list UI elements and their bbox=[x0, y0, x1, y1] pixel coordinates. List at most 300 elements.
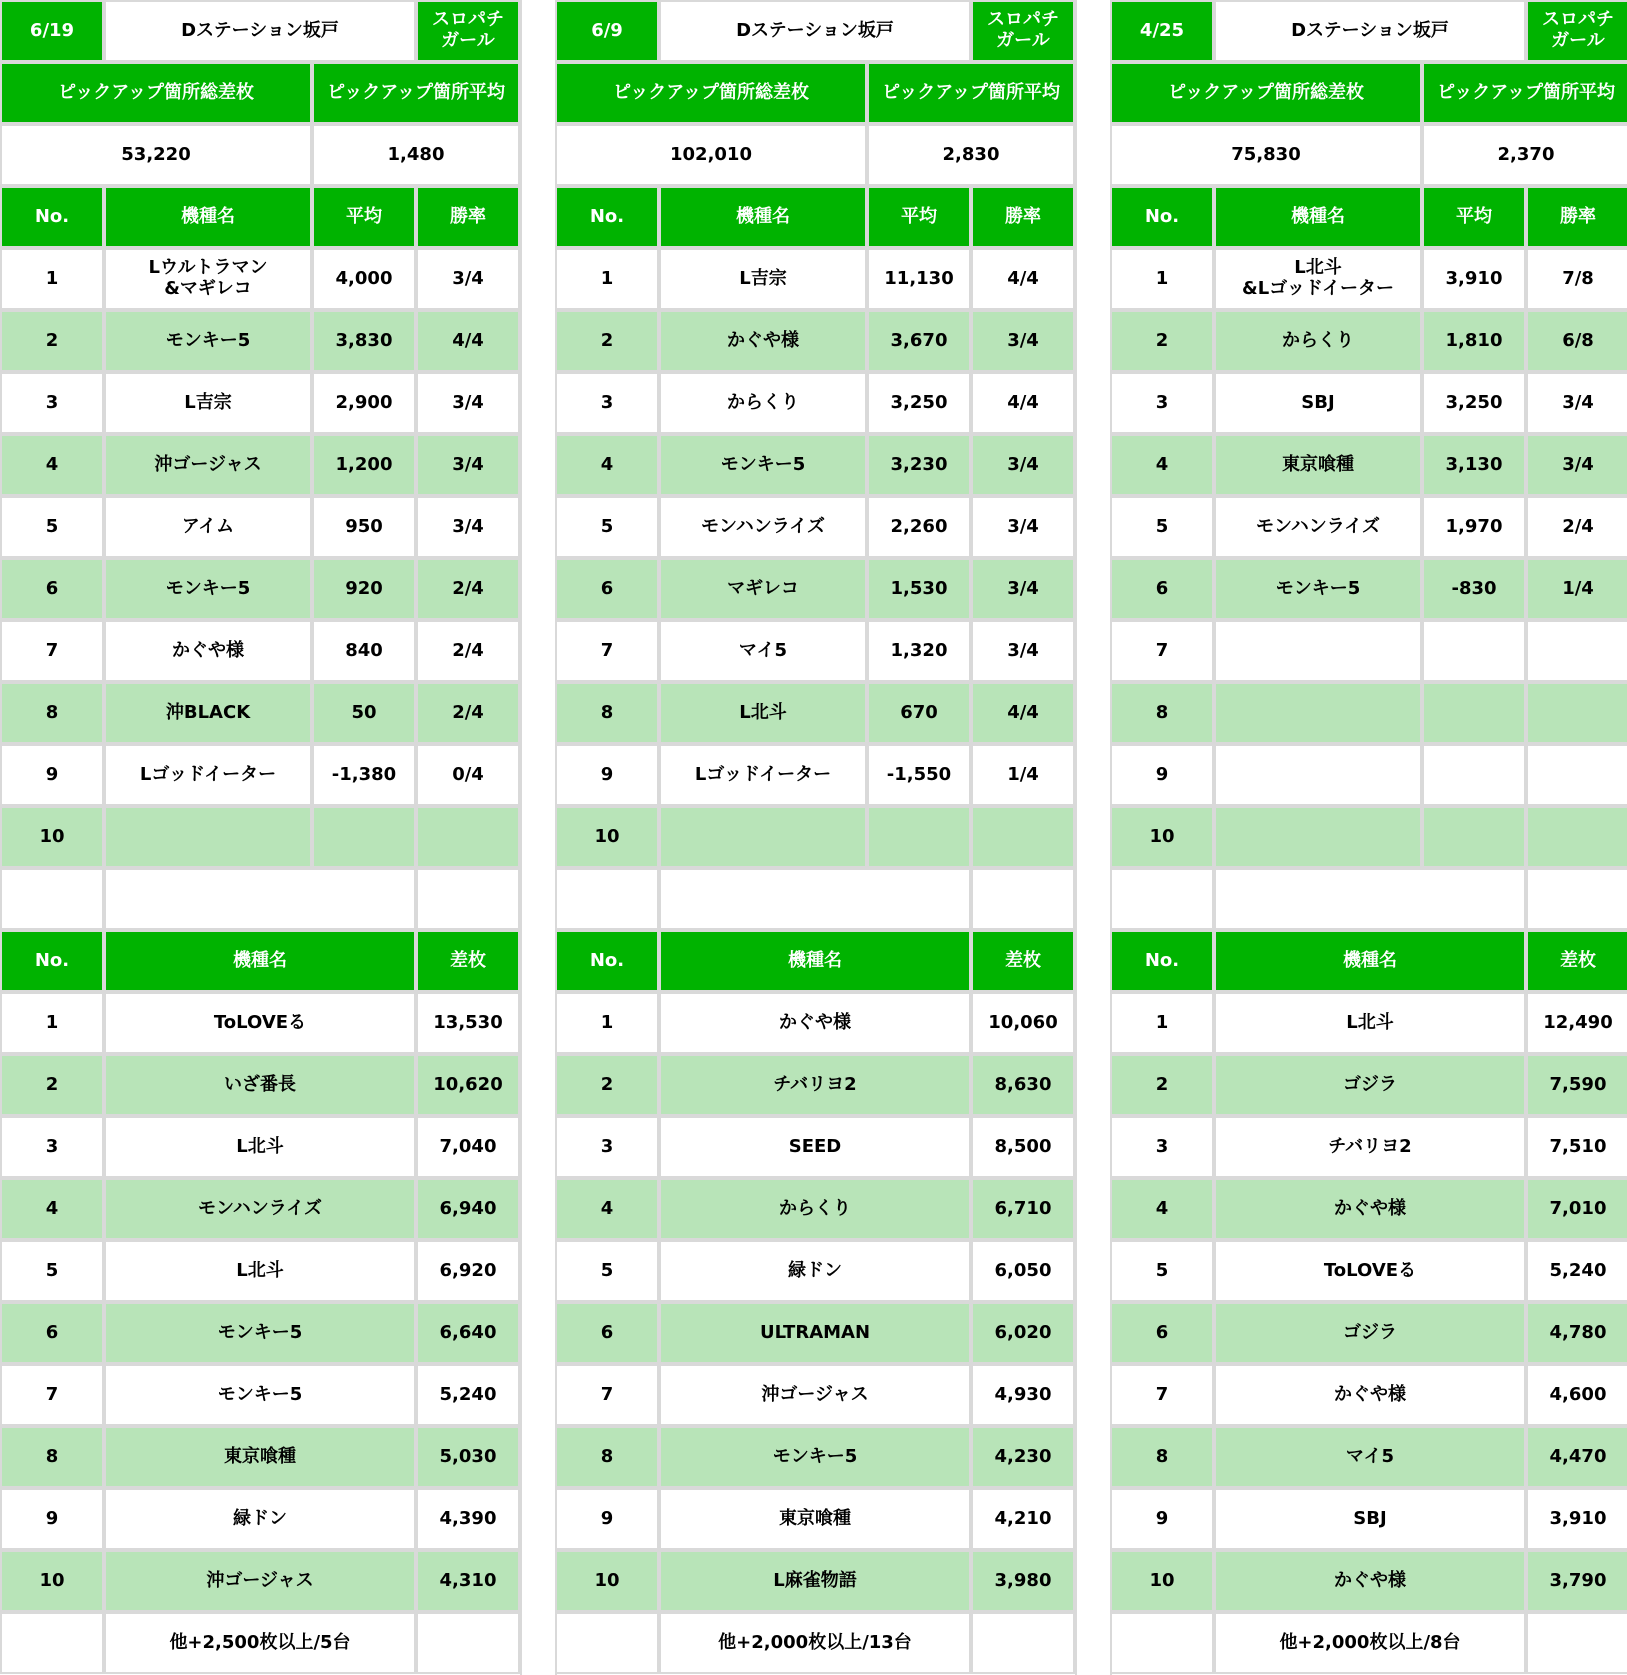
win-rate: 2/4 bbox=[1526, 496, 1627, 558]
spacer-cell bbox=[1110, 868, 1214, 930]
row-number: 6 bbox=[0, 1302, 104, 1364]
pickup-row bbox=[1110, 372, 1627, 434]
average-diff: 11,130 bbox=[867, 248, 971, 310]
pickup-row bbox=[1110, 558, 1627, 620]
machine-name: マイ5 bbox=[1214, 1426, 1526, 1488]
pickup-row bbox=[555, 744, 1075, 806]
machine-name: モンキー5 bbox=[659, 1426, 971, 1488]
machine-name: 沖ゴージャス bbox=[104, 434, 312, 496]
header-winrate: 勝率 bbox=[971, 186, 1075, 248]
pickup-header-row bbox=[555, 186, 1075, 248]
header-machine: 機種名 bbox=[659, 930, 971, 992]
machine-name: モンキー5 bbox=[104, 310, 312, 372]
row-number: 6 bbox=[0, 558, 104, 620]
average-diff bbox=[1422, 620, 1526, 682]
ranking-row bbox=[1110, 1302, 1627, 1364]
row-number: 3 bbox=[0, 1116, 104, 1178]
spacer-cell bbox=[0, 868, 104, 930]
diff-value: 7,510 bbox=[1526, 1116, 1627, 1178]
row-number: 8 bbox=[1110, 682, 1214, 744]
machine-name: チバリヨ2 bbox=[659, 1054, 971, 1116]
ranking-header-row bbox=[555, 930, 1075, 992]
footer-note: 他+2,000枚以上/13台 bbox=[659, 1612, 971, 1674]
ranking-row bbox=[0, 1364, 520, 1426]
diff-value: 3,980 bbox=[971, 1550, 1075, 1612]
header-average: 平均 bbox=[867, 186, 971, 248]
machine-name: ゴジラ bbox=[1214, 1054, 1526, 1116]
header-average: 平均 bbox=[1422, 186, 1526, 248]
average-value: 2,830 bbox=[867, 124, 1075, 186]
pickup-row bbox=[1110, 744, 1627, 806]
footer-note: 他+2,000枚以上/8台 bbox=[1214, 1612, 1526, 1674]
average-diff: 3,830 bbox=[312, 310, 416, 372]
machine-name: からくり bbox=[659, 372, 867, 434]
ranking-row bbox=[555, 1550, 1075, 1612]
machine-name: L麻雀物語 bbox=[659, 1550, 971, 1612]
row-number: 4 bbox=[555, 1178, 659, 1240]
diff-value: 6,920 bbox=[416, 1240, 520, 1302]
diff-value: 7,590 bbox=[1526, 1054, 1627, 1116]
pickup-row bbox=[0, 806, 520, 868]
win-rate: 1/4 bbox=[1526, 558, 1627, 620]
header-winrate: 勝率 bbox=[1526, 186, 1627, 248]
source-label: スロパチ ガール bbox=[416, 0, 520, 62]
average-diff: 3,910 bbox=[1422, 248, 1526, 310]
diff-value: 4,930 bbox=[971, 1364, 1075, 1426]
win-rate: 2/4 bbox=[416, 558, 520, 620]
header-no: No. bbox=[555, 186, 659, 248]
machine-name: アイム bbox=[104, 496, 312, 558]
row-number: 5 bbox=[0, 496, 104, 558]
machine-name: モンキー5 bbox=[1214, 558, 1422, 620]
pickup-row bbox=[555, 620, 1075, 682]
win-rate: 3/4 bbox=[1526, 434, 1627, 496]
diff-value: 6,050 bbox=[971, 1240, 1075, 1302]
row-number: 3 bbox=[555, 372, 659, 434]
diff-value: 5,030 bbox=[416, 1426, 520, 1488]
header-diff: 差枚 bbox=[1526, 930, 1627, 992]
ranking-row bbox=[1110, 1550, 1627, 1612]
average-diff bbox=[1422, 682, 1526, 744]
pickup-row bbox=[1110, 310, 1627, 372]
total-diff-label: ピックアップ箇所総差枚 bbox=[0, 62, 312, 124]
pickup-row bbox=[0, 248, 520, 310]
pickup-row bbox=[555, 806, 1075, 868]
average-diff: 3,670 bbox=[867, 310, 971, 372]
ranking-row bbox=[0, 1488, 520, 1550]
pickup-row bbox=[555, 248, 1075, 310]
ranking-row bbox=[555, 1302, 1075, 1364]
row-number: 10 bbox=[0, 1550, 104, 1612]
average-label: ピックアップ箇所平均 bbox=[1422, 62, 1627, 124]
average-diff bbox=[312, 806, 416, 868]
diff-value: 13,530 bbox=[416, 992, 520, 1054]
row-number: 3 bbox=[1110, 1116, 1214, 1178]
diff-value: 6,940 bbox=[416, 1178, 520, 1240]
row-number: 9 bbox=[555, 744, 659, 806]
header-diff: 差枚 bbox=[971, 930, 1075, 992]
total-diff-value: 75,830 bbox=[1110, 124, 1422, 186]
machine-name: L吉宗 bbox=[659, 248, 867, 310]
win-rate bbox=[416, 806, 520, 868]
machine-name: マギレコ bbox=[659, 558, 867, 620]
footer-note: 他+2,500枚以上/5台 bbox=[104, 1612, 416, 1674]
footer-blank bbox=[1526, 1612, 1627, 1674]
win-rate: 3/4 bbox=[971, 620, 1075, 682]
pickup-row bbox=[1110, 682, 1627, 744]
row-number: 2 bbox=[555, 310, 659, 372]
summary-value-row bbox=[0, 124, 520, 186]
machine-name: Lウルトラマン &マギレコ bbox=[104, 248, 312, 310]
machine-name: かぐや様 bbox=[1214, 1550, 1526, 1612]
row-number: 6 bbox=[555, 558, 659, 620]
win-rate: 3/4 bbox=[971, 434, 1075, 496]
machine-name: モンハンライズ bbox=[659, 496, 867, 558]
pickup-row bbox=[1110, 496, 1627, 558]
row-number: 2 bbox=[555, 1054, 659, 1116]
machine-name: からくり bbox=[659, 1178, 971, 1240]
machine-name bbox=[1214, 744, 1422, 806]
diff-value: 4,210 bbox=[971, 1488, 1075, 1550]
machine-name: ULTRAMAN bbox=[659, 1302, 971, 1364]
row-number: 2 bbox=[1110, 310, 1214, 372]
header-diff: 差枚 bbox=[416, 930, 520, 992]
summary-label-row bbox=[0, 62, 520, 124]
row-number: 5 bbox=[1110, 496, 1214, 558]
diff-value: 4,230 bbox=[971, 1426, 1075, 1488]
panel-separator bbox=[520, 0, 557, 1675]
machine-name: いざ番長 bbox=[104, 1054, 416, 1116]
diff-value: 5,240 bbox=[416, 1364, 520, 1426]
machine-name: モンキー5 bbox=[104, 558, 312, 620]
machine-name: ゴジラ bbox=[1214, 1302, 1526, 1364]
average-diff: 2,900 bbox=[312, 372, 416, 434]
footer-row bbox=[0, 1612, 520, 1674]
pickup-row bbox=[1110, 434, 1627, 496]
average-diff: 950 bbox=[312, 496, 416, 558]
footer-blank bbox=[1110, 1612, 1214, 1674]
machine-name: かぐや様 bbox=[659, 310, 867, 372]
ranking-row bbox=[0, 1054, 520, 1116]
average-diff: 2,260 bbox=[867, 496, 971, 558]
row-number: 1 bbox=[0, 992, 104, 1054]
pickup-row bbox=[555, 496, 1075, 558]
pickup-row bbox=[0, 620, 520, 682]
average-diff: 3,250 bbox=[867, 372, 971, 434]
row-number: 4 bbox=[555, 434, 659, 496]
pickup-row bbox=[0, 496, 520, 558]
machine-name bbox=[1214, 682, 1422, 744]
ranking-row bbox=[555, 1240, 1075, 1302]
ranking-row bbox=[0, 1240, 520, 1302]
pickup-row bbox=[0, 682, 520, 744]
win-rate: 2/4 bbox=[416, 620, 520, 682]
pickup-row bbox=[0, 434, 520, 496]
average-diff: 4,000 bbox=[312, 248, 416, 310]
row-number: 9 bbox=[0, 1488, 104, 1550]
ranking-row bbox=[0, 992, 520, 1054]
ranking-row bbox=[1110, 1240, 1627, 1302]
diff-value: 7,010 bbox=[1526, 1178, 1627, 1240]
diff-value: 12,490 bbox=[1526, 992, 1627, 1054]
average-diff: 670 bbox=[867, 682, 971, 744]
ranking-row bbox=[1110, 1426, 1627, 1488]
machine-name: かぐや様 bbox=[1214, 1364, 1526, 1426]
footer-blank bbox=[555, 1612, 659, 1674]
row-number: 3 bbox=[1110, 372, 1214, 434]
machine-name: SEED bbox=[659, 1116, 971, 1178]
total-diff-value: 53,220 bbox=[0, 124, 312, 186]
machine-name: Lゴッドイーター bbox=[104, 744, 312, 806]
spacer-row bbox=[0, 868, 520, 930]
average-diff: 1,320 bbox=[867, 620, 971, 682]
summary-value-row bbox=[555, 124, 1075, 186]
row-number: 9 bbox=[555, 1488, 659, 1550]
machine-name: ToLOVEる bbox=[1214, 1240, 1526, 1302]
row-number: 1 bbox=[555, 248, 659, 310]
machine-name: 沖ゴージャス bbox=[104, 1550, 416, 1612]
date-label: 6/19 bbox=[0, 0, 104, 62]
spacer-cell bbox=[659, 868, 971, 930]
pickup-row bbox=[555, 682, 1075, 744]
footer-blank bbox=[416, 1612, 520, 1674]
machine-name: モンハンライズ bbox=[1214, 496, 1422, 558]
ranking-row bbox=[555, 1054, 1075, 1116]
row-number: 2 bbox=[0, 1054, 104, 1116]
win-rate: 3/4 bbox=[1526, 372, 1627, 434]
header-no: No. bbox=[1110, 186, 1214, 248]
diff-value: 3,790 bbox=[1526, 1550, 1627, 1612]
win-rate: 4/4 bbox=[971, 248, 1075, 310]
spacer-cell bbox=[416, 868, 520, 930]
diff-value: 4,780 bbox=[1526, 1302, 1627, 1364]
row-number: 7 bbox=[1110, 620, 1214, 682]
row-number: 8 bbox=[555, 1426, 659, 1488]
diff-value: 8,630 bbox=[971, 1054, 1075, 1116]
ranking-row bbox=[555, 992, 1075, 1054]
header-machine: 機種名 bbox=[104, 186, 312, 248]
machine-name bbox=[1214, 620, 1422, 682]
diff-value: 10,620 bbox=[416, 1054, 520, 1116]
ranking-header-row bbox=[1110, 930, 1627, 992]
average-diff bbox=[1422, 806, 1526, 868]
win-rate: 0/4 bbox=[416, 744, 520, 806]
diff-value: 4,310 bbox=[416, 1550, 520, 1612]
machine-name: マイ5 bbox=[659, 620, 867, 682]
report-panel bbox=[555, 0, 1075, 1675]
pickup-row bbox=[555, 434, 1075, 496]
total-diff-value: 102,010 bbox=[555, 124, 867, 186]
row-number: 10 bbox=[0, 806, 104, 868]
summary-label-row bbox=[1110, 62, 1627, 124]
win-rate: 3/4 bbox=[416, 248, 520, 310]
average-diff: 840 bbox=[312, 620, 416, 682]
summary-label-row bbox=[555, 62, 1075, 124]
row-number: 6 bbox=[1110, 1302, 1214, 1364]
footer-row bbox=[1110, 1612, 1627, 1674]
average-diff: 50 bbox=[312, 682, 416, 744]
machine-name bbox=[659, 806, 867, 868]
diff-value: 3,910 bbox=[1526, 1488, 1627, 1550]
row-number: 3 bbox=[0, 372, 104, 434]
row-number: 10 bbox=[1110, 1550, 1214, 1612]
header-machine: 機種名 bbox=[1214, 186, 1422, 248]
pickup-row bbox=[0, 744, 520, 806]
row-number: 5 bbox=[0, 1240, 104, 1302]
panel-separator bbox=[1075, 0, 1112, 1675]
row-number: 7 bbox=[555, 620, 659, 682]
row-number: 4 bbox=[0, 434, 104, 496]
spacer-cell bbox=[555, 868, 659, 930]
win-rate: 6/8 bbox=[1526, 310, 1627, 372]
header-machine: 機種名 bbox=[659, 186, 867, 248]
pickup-header-row bbox=[0, 186, 520, 248]
machine-name: SBJ bbox=[1214, 1488, 1526, 1550]
diff-value: 7,040 bbox=[416, 1116, 520, 1178]
machine-name: かぐや様 bbox=[1214, 1178, 1526, 1240]
machine-name: 緑ドン bbox=[104, 1488, 416, 1550]
header-no: No. bbox=[0, 186, 104, 248]
summary-value-row bbox=[1110, 124, 1627, 186]
pickup-row bbox=[555, 558, 1075, 620]
row-number: 8 bbox=[0, 1426, 104, 1488]
total-diff-label: ピックアップ箇所総差枚 bbox=[1110, 62, 1422, 124]
win-rate bbox=[1526, 682, 1627, 744]
row-number: 7 bbox=[0, 620, 104, 682]
row-number: 8 bbox=[0, 682, 104, 744]
win-rate: 3/4 bbox=[416, 434, 520, 496]
panel-header-row bbox=[555, 0, 1075, 62]
average-diff bbox=[1422, 744, 1526, 806]
ranking-row bbox=[1110, 1488, 1627, 1550]
ranking-row bbox=[1110, 1116, 1627, 1178]
win-rate bbox=[1526, 620, 1627, 682]
win-rate: 3/4 bbox=[971, 558, 1075, 620]
spacer-row bbox=[555, 868, 1075, 930]
machine-name: Lゴッドイーター bbox=[659, 744, 867, 806]
average-diff: 920 bbox=[312, 558, 416, 620]
store-name: Dステーション坂戸 bbox=[659, 0, 971, 62]
machine-name: L北斗 bbox=[1214, 992, 1526, 1054]
diff-value: 8,500 bbox=[971, 1116, 1075, 1178]
ranking-row bbox=[0, 1302, 520, 1364]
machine-name: L北斗 bbox=[104, 1116, 416, 1178]
win-rate: 4/4 bbox=[971, 372, 1075, 434]
row-number: 5 bbox=[555, 1240, 659, 1302]
pickup-row bbox=[1110, 806, 1627, 868]
average-diff: 1,970 bbox=[1422, 496, 1526, 558]
store-name: Dステーション坂戸 bbox=[104, 0, 416, 62]
win-rate bbox=[1526, 744, 1627, 806]
machine-name: ToLOVEる bbox=[104, 992, 416, 1054]
ranking-row bbox=[555, 1426, 1075, 1488]
spacer-cell bbox=[1214, 868, 1526, 930]
spacer-cell bbox=[971, 868, 1075, 930]
average-label: ピックアップ箇所平均 bbox=[312, 62, 520, 124]
average-diff: 1,200 bbox=[312, 434, 416, 496]
date-label: 4/25 bbox=[1110, 0, 1214, 62]
machine-name bbox=[1214, 806, 1422, 868]
header-winrate: 勝率 bbox=[416, 186, 520, 248]
row-number: 4 bbox=[1110, 434, 1214, 496]
ranking-row bbox=[0, 1178, 520, 1240]
average-label: ピックアップ箇所平均 bbox=[867, 62, 1075, 124]
machine-name: かぐや様 bbox=[659, 992, 971, 1054]
machine-name: 沖ゴージャス bbox=[659, 1364, 971, 1426]
machine-name: かぐや様 bbox=[104, 620, 312, 682]
pickup-row bbox=[555, 372, 1075, 434]
row-number: 6 bbox=[1110, 558, 1214, 620]
spacer-cell bbox=[1526, 868, 1627, 930]
win-rate: 3/4 bbox=[971, 310, 1075, 372]
machine-name: SBJ bbox=[1214, 372, 1422, 434]
machine-name: L吉宗 bbox=[104, 372, 312, 434]
row-number: 10 bbox=[555, 1550, 659, 1612]
row-number: 5 bbox=[555, 496, 659, 558]
source-label: スロパチ ガール bbox=[1526, 0, 1627, 62]
machine-name: 東京喰種 bbox=[104, 1426, 416, 1488]
row-number: 1 bbox=[1110, 248, 1214, 310]
average-diff: -830 bbox=[1422, 558, 1526, 620]
row-number: 7 bbox=[555, 1364, 659, 1426]
ranking-row bbox=[0, 1550, 520, 1612]
row-number: 1 bbox=[1110, 992, 1214, 1054]
diff-value: 4,600 bbox=[1526, 1364, 1627, 1426]
win-rate: 7/8 bbox=[1526, 248, 1627, 310]
row-number: 7 bbox=[1110, 1364, 1214, 1426]
machine-name: モンキー5 bbox=[104, 1364, 416, 1426]
ranking-header-row bbox=[0, 930, 520, 992]
ranking-row bbox=[1110, 1178, 1627, 1240]
machine-name: 緑ドン bbox=[659, 1240, 971, 1302]
average-diff: 1,810 bbox=[1422, 310, 1526, 372]
panel-header-row bbox=[1110, 0, 1627, 62]
diff-value: 4,470 bbox=[1526, 1426, 1627, 1488]
ranking-row bbox=[555, 1116, 1075, 1178]
diff-value: 6,020 bbox=[971, 1302, 1075, 1364]
date-label: 6/9 bbox=[555, 0, 659, 62]
footer-blank bbox=[0, 1612, 104, 1674]
average-diff: 1,530 bbox=[867, 558, 971, 620]
win-rate: 3/4 bbox=[416, 372, 520, 434]
row-number: 4 bbox=[1110, 1178, 1214, 1240]
report-panel bbox=[0, 0, 520, 1675]
machine-name: チバリヨ2 bbox=[1214, 1116, 1526, 1178]
average-diff: 3,130 bbox=[1422, 434, 1526, 496]
row-number: 8 bbox=[1110, 1426, 1214, 1488]
ranking-row bbox=[555, 1178, 1075, 1240]
average-diff: 3,230 bbox=[867, 434, 971, 496]
pickup-row bbox=[555, 310, 1075, 372]
diff-value: 4,390 bbox=[416, 1488, 520, 1550]
win-rate: 4/4 bbox=[971, 682, 1075, 744]
header-no: No. bbox=[555, 930, 659, 992]
diff-value: 6,710 bbox=[971, 1178, 1075, 1240]
row-number: 6 bbox=[555, 1302, 659, 1364]
header-machine: 機種名 bbox=[1214, 930, 1526, 992]
total-diff-label: ピックアップ箇所総差枚 bbox=[555, 62, 867, 124]
row-number: 8 bbox=[555, 682, 659, 744]
panel-header-row bbox=[0, 0, 520, 62]
spacer-row bbox=[1110, 868, 1627, 930]
row-number: 5 bbox=[1110, 1240, 1214, 1302]
pickup-row bbox=[0, 310, 520, 372]
diff-value: 10,060 bbox=[971, 992, 1075, 1054]
machine-name: L北斗 &Lゴッドイーター bbox=[1214, 248, 1422, 310]
report-panel bbox=[1110, 0, 1627, 1675]
row-number: 10 bbox=[555, 806, 659, 868]
machine-name bbox=[104, 806, 312, 868]
